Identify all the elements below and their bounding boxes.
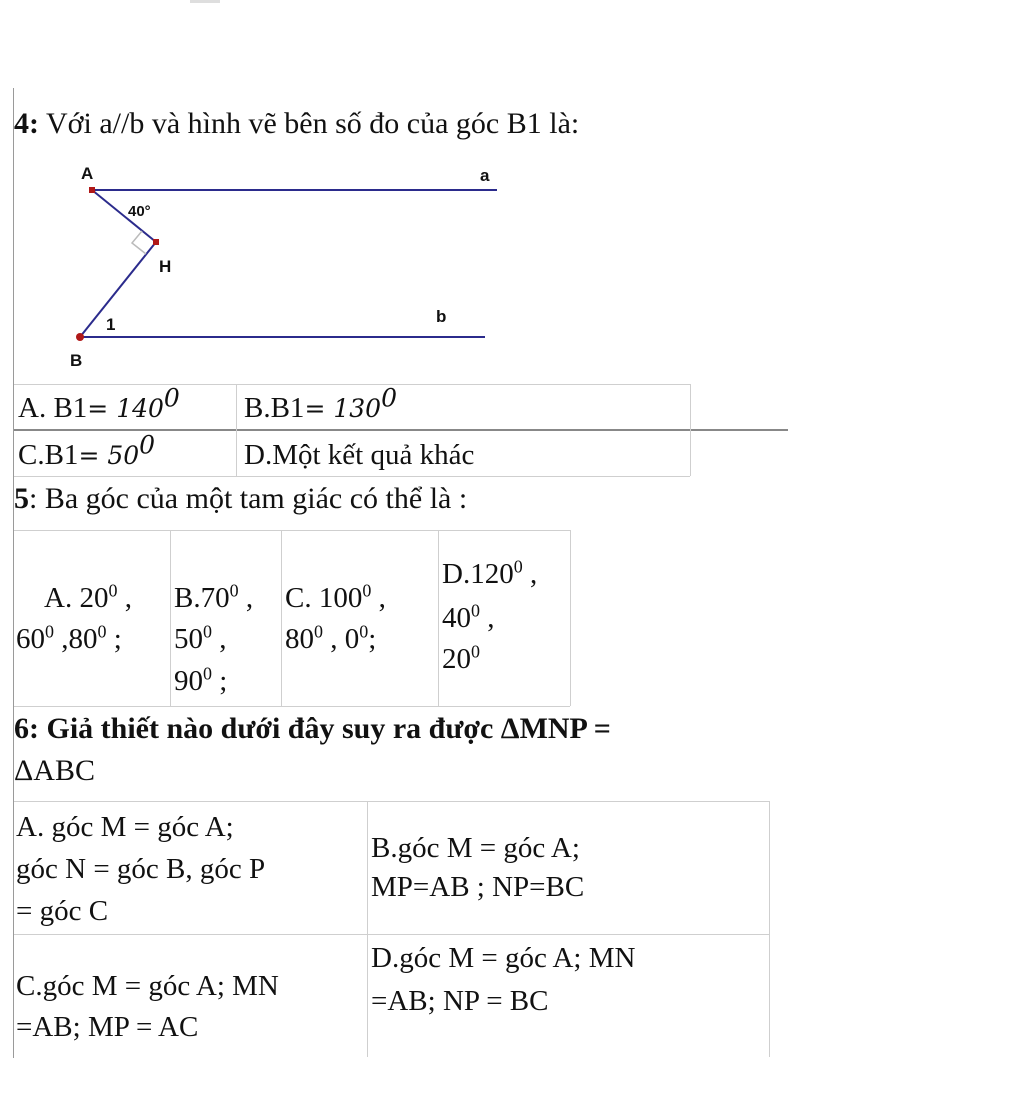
label-angle-40: 40°: [128, 203, 151, 220]
question-6-text: : Giả thiết nào dưới đây suy ra được ΔMNP =: [29, 712, 611, 745]
label-line-a: a: [480, 166, 490, 185]
parallel-lines-figure: [60, 150, 510, 385]
point-h: [153, 239, 159, 245]
question-4: 4: Với a//b và hình vẽ bên số đo của góc B1 là:: [14, 107, 580, 140]
figure-svg: [60, 150, 510, 380]
segment-hb: [80, 242, 156, 337]
top-smudge: [190, 0, 220, 3]
question-6-number: 6: [14, 712, 29, 745]
point-b: [76, 333, 84, 341]
label-point-b: B: [70, 351, 83, 370]
left-margin-rule: [13, 88, 14, 1058]
label-angle-1: 1: [106, 315, 116, 334]
label-point-h: H: [159, 257, 172, 276]
question-5-text: : Ba góc của một tam giác có thể là :: [29, 482, 468, 515]
label-line-b: b: [436, 307, 447, 326]
question-6-line-2: ΔABC: [14, 754, 95, 787]
question-6: [14, 711, 611, 747]
question-5-number: 5: [14, 482, 29, 515]
point-a: [89, 187, 95, 193]
option-4a: A. $B1= 140^0$: [18, 383, 180, 424]
question-5: [14, 481, 467, 517]
question-4-number: 4: [14, 107, 29, 140]
option-4d: D.Một kết quả khác: [244, 439, 475, 471]
question-4-text: Với a//b và hình vẽ bên số đo của góc B1 là:: [45, 107, 580, 140]
right-angle-mark: [132, 231, 146, 254]
label-point-a: A: [81, 164, 94, 183]
option-4b: $B.B1= 130^0$: [244, 383, 397, 424]
option-4c: $C.B1= 50^0$: [18, 430, 156, 471]
